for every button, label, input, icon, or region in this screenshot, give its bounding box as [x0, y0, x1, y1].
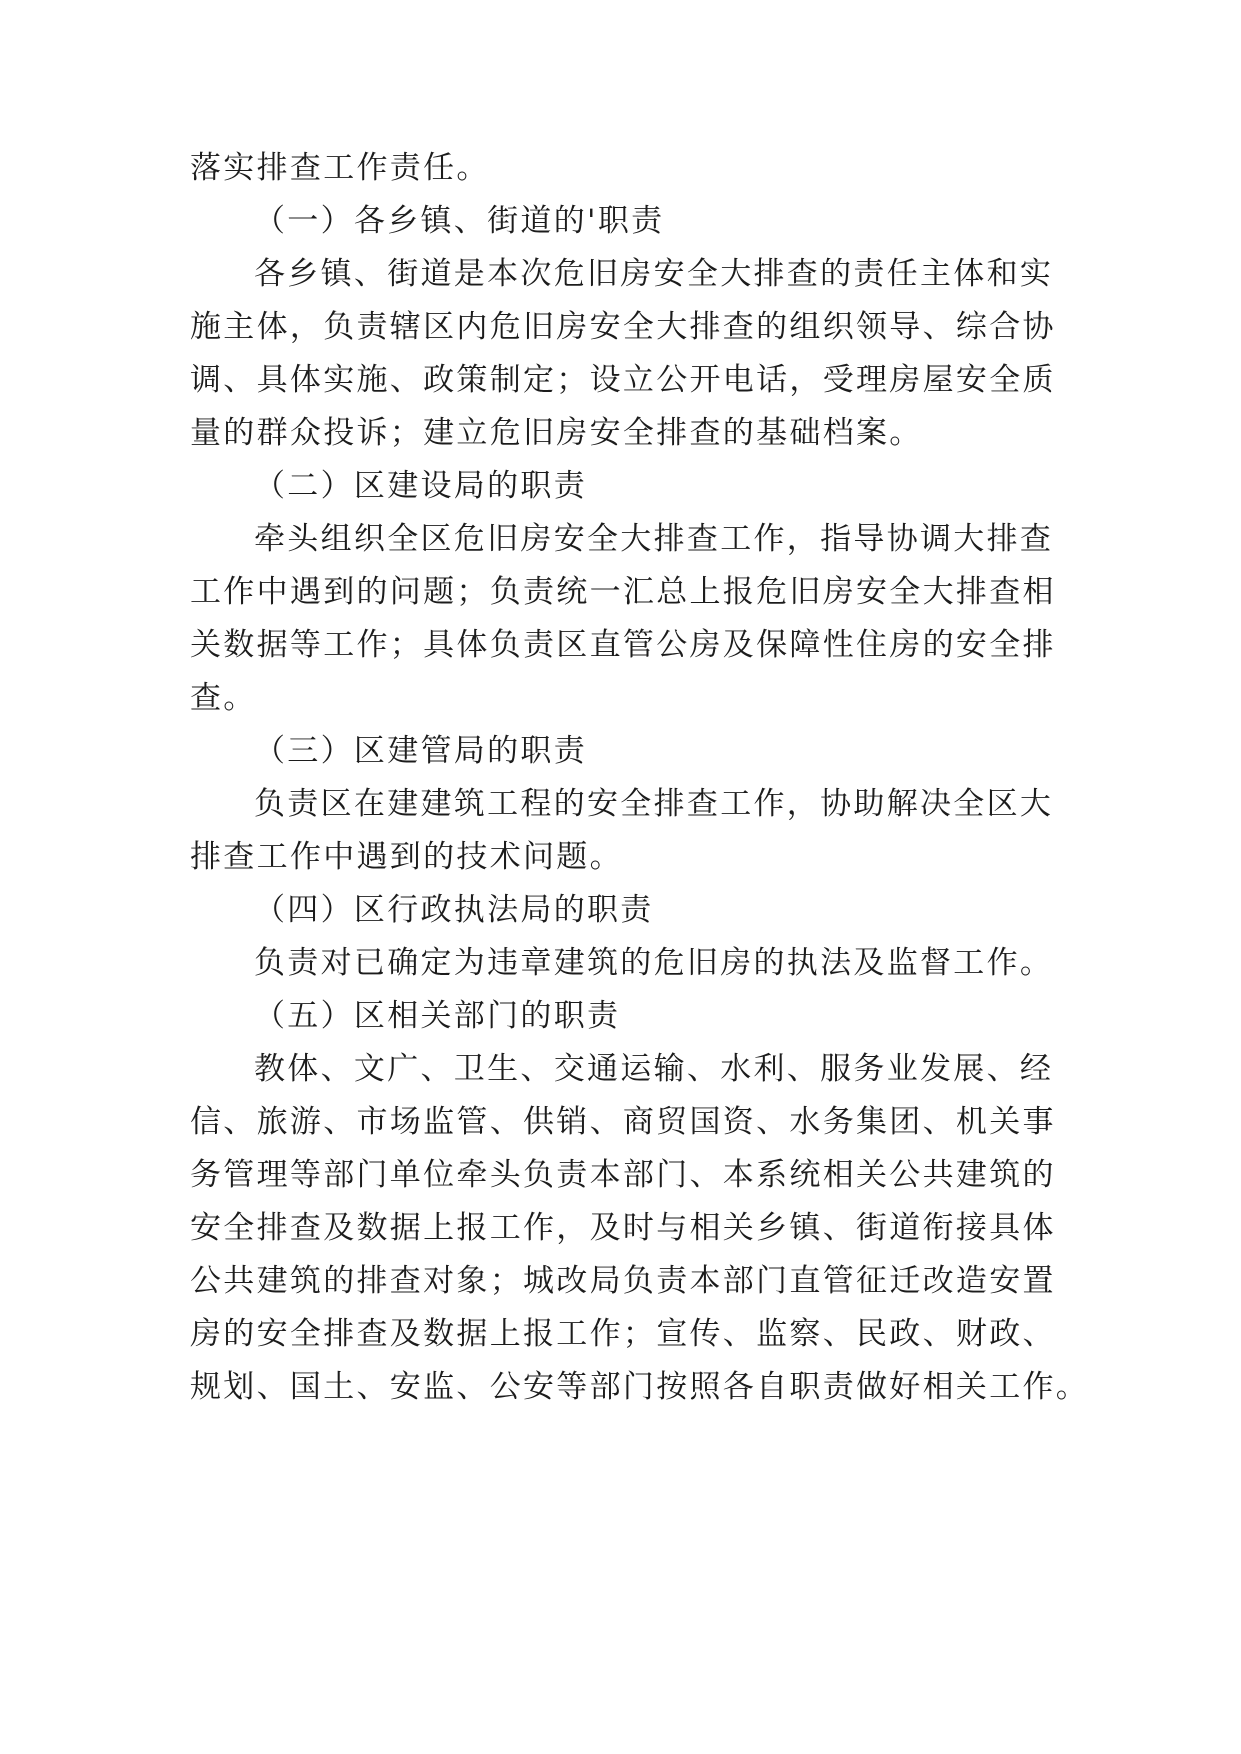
body-text-line: 工作中遇到的问题；负责统一汇总上报危旧房安全大排查相 — [190, 574, 1056, 610]
body-text-line: 安全排查及数据上报工作，及时与相关乡镇、街道衔接具体 — [190, 1210, 1056, 1246]
body-text-line: 查。 — [190, 680, 257, 716]
body-text-line: 负责对已确定为违章建筑的危旧房的执法及监督工作。 — [254, 945, 1054, 981]
body-text-line: 公共建筑的排查对象；城改局负责本部门直管征迁改造安置 — [190, 1263, 1056, 1299]
body-text-line: 牵头组织全区危旧房安全大排查工作，指导协调大排查 — [254, 521, 1054, 557]
body-text-line: 施主体，负责辖区内危旧房安全大排查的组织领导、综合协 — [190, 309, 1056, 345]
body-text-line: 负责区在建建筑工程的安全排查工作，协助解决全区大 — [254, 786, 1054, 822]
section-heading-4: （四）区行政执法局的职责 — [254, 892, 654, 928]
section-heading-5: （五）区相关部门的职责 — [254, 998, 621, 1034]
section-heading-1: （一）各乡镇、街道的'职责 — [254, 203, 665, 239]
body-text-line: 务管理等部门单位牵头负责本部门、本系统相关公共建筑的 — [190, 1157, 1056, 1193]
body-text-line: 关数据等工作；具体负责区直管公房及保障性住房的安全排 — [190, 627, 1056, 663]
body-text-line: 量的群众投诉；建立危旧房安全排查的基础档案。 — [190, 415, 923, 451]
section-heading-3: （三）区建管局的职责 — [254, 733, 587, 769]
body-text-line: 各乡镇、街道是本次危旧房安全大排查的责任主体和实 — [254, 256, 1054, 292]
section-heading-2: （二）区建设局的职责 — [254, 468, 587, 504]
body-text-line: 排查工作中遇到的技术问题。 — [190, 839, 623, 875]
body-text-line: 教体、文广、卫生、交通运输、水利、服务业发展、经 — [254, 1051, 1054, 1087]
body-text-line: 规划、国土、安监、公安等部门按照各自职责做好相关工作。 — [190, 1369, 1090, 1405]
body-text-line: 信、旅游、市场监管、供销、商贸国资、水务集团、机关事 — [190, 1104, 1056, 1140]
body-text-line: 调、具体实施、政策制定；设立公开电话，受理房屋安全质 — [190, 362, 1056, 398]
body-text-line: 房的安全排查及数据上报工作；宣传、监察、民政、财政、 — [190, 1316, 1056, 1352]
body-text-line: 落实排查工作责任。 — [190, 150, 490, 186]
